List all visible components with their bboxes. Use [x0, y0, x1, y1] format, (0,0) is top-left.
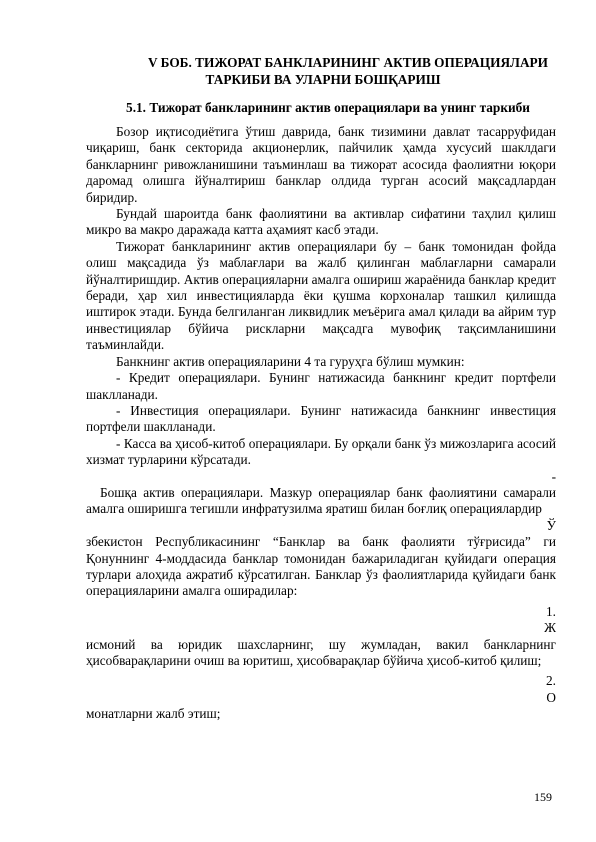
list-item: монатларни жалб этиш;: [86, 706, 221, 722]
drop-letter: О: [546, 689, 556, 705]
list-item: - Инвестиция операциялари. Бунинг натижасида банкнинг инвестиция портфели шаклланади.: [86, 402, 556, 435]
body-text: [86, 124, 556, 723]
paragraph: Бундай шароитда банк фаолиятини ва активлар сифатини таҳлил қилиш микро ва макро даражада катта аҳамият касб этади.: [86, 206, 556, 238]
list-item: исмоний ва юридик шахсларнинг, шу жумладан, вакил банкларнинг ҳисобварақларини очиш ва юритиш, ҳисобварақлар бўйича ҳисоб-китоб қилиш;: [86, 636, 556, 668]
drop-letter: Ў: [546, 517, 556, 533]
paragraph: збекистон Республикасининг “Банклар ва банк фаолияти тўғрисида” ги Қонуннинг 4-моддасида банклар томонидан бажариладиган қуйидаги операция турлари алоҳида ажратиб кўрсатилган. Банклар ўз фаолиятларида қуйидаги банк операцияларини амалга оширадилар:: [86, 534, 556, 599]
section-title: 5.1. Тижорат банкларининг актив операциялари ва унинг таркиби: [126, 100, 530, 115]
chapter-title-line2: ТАРКИБИ ВА УЛАРНИ БОШҚАРИШ: [205, 72, 441, 87]
page-number: 159: [534, 790, 552, 804]
drop-letter: Ж: [544, 620, 556, 636]
chapter-title: [86, 54, 570, 88]
chapter-title-line1: V БОБ. ТИЖОРАТ БАНКЛАРИНИНГ АКТИВ ОПЕРАЦИЯЛАРИ: [147, 55, 549, 70]
paragraph: Бозор иқтисодиётига ўтиш даврида, банк тизимини давлат тасарруфидан чиқариш, банк секторида акционерлик, пайчилик ҳамда хусусий шаклдаги банкларнинг ривожланишини таъминлаш ва тижорат асосида фаолиятни юқори даромад олишга йўналтириш банклар олдида турган асосий мақсадлардан биридир.: [86, 124, 556, 205]
list-marker: -: [551, 468, 556, 484]
paragraph: Банкнинг актив операцияларини 4 та гуруҳга бўлиш мумкин:: [116, 353, 465, 369]
list-item: - Кредит операциялари. Бунинг натижасида банкнинг кредит портфели шаклланади.: [86, 370, 556, 402]
list-number: 1.: [546, 603, 556, 619]
paragraph: Тижорат банкларининг актив операциялари бу – банк томонидан фойда олиш мақсадида ўз маблағлари ва жалб қилинган маблағларни самарали йўналтиришдир. Актив операцияларни амалга ошириш жараёнида банклар кредит беради, ҳар хил инвестицияларда ёки қушма корхоналар ташкил қилишда иштирок этади. Бунда белгиланган ликвидлик меъёрига амал қилади ва айрим тур инвестициялар бўйича рискларни мақсадга мувофиқ тақсимланишини таъминлайди.: [86, 238, 556, 353]
list-item: - Касса ва ҳисоб-китоб операциялари. Бу орқали банк ўз мижозларига асосий хизмат турларини кўрсатади.: [86, 435, 556, 468]
list-number: 2.: [546, 673, 556, 689]
paragraph: Бошқа актив операциялари. Мазкур операциялар банк фаолиятини самарали амалга оширишга тегишли инфратузилма яратиш билан боғлиқ операциялардир: [86, 484, 556, 517]
